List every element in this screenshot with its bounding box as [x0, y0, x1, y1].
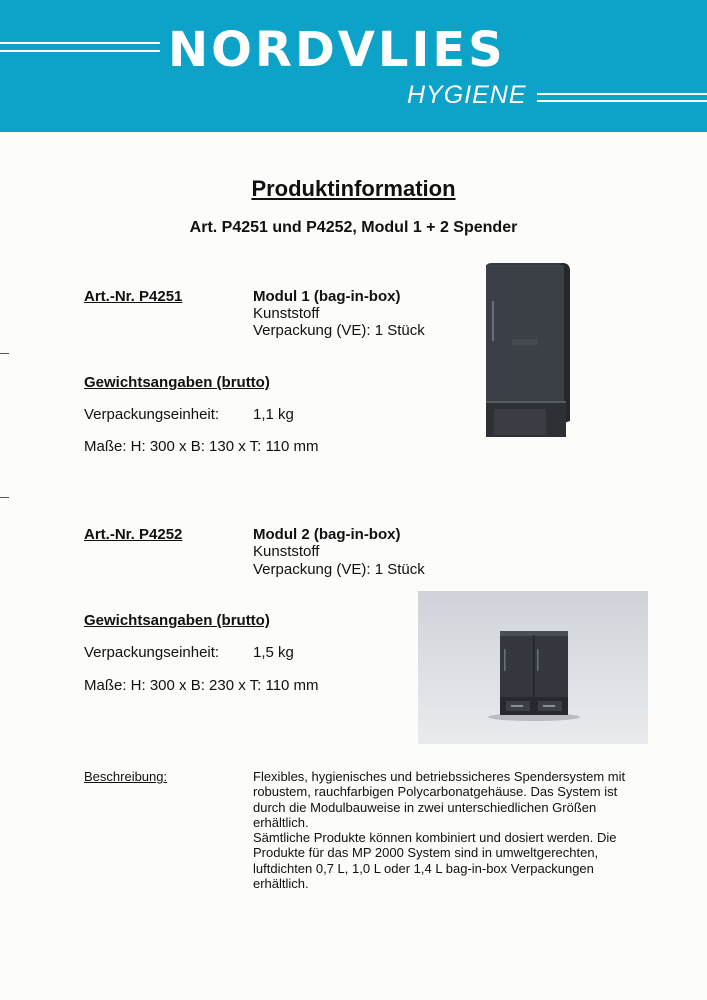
- page-title: Produktinformation: [251, 176, 456, 201]
- product-2-image: [418, 591, 648, 744]
- logo-rule-right-bottom: [537, 100, 707, 102]
- product-2-material: Kunststoff: [253, 543, 320, 560]
- logo-rule-left-top: [0, 42, 160, 44]
- product-2-unit-label: Verpackungseinheit:: [84, 644, 220, 661]
- product-1-weight-heading: Gewichtsangaben (brutto): [84, 374, 270, 391]
- product-1-dimensions: Maße: H: 300 x B: 130 x T: 110 mm: [84, 438, 319, 455]
- product-1-packaging: Verpackung (VE): 1 Stück: [253, 322, 425, 339]
- description-text: [253, 769, 633, 891]
- product-2-name: Modul 2 (bag-in-box): [253, 526, 401, 543]
- logo-rule-right-top: [537, 93, 707, 95]
- logo-rule-left-bottom: [0, 50, 160, 52]
- product-2-dimensions: Maße: H: 300 x B: 230 x T: 110 mm: [84, 677, 319, 694]
- margin-tick: [0, 353, 9, 354]
- product-1-image: [468, 261, 578, 439]
- description-paragraph-1: Flexibles, hygienisches und betriebssicheres Spendersystem mit robustem, rauchfarbigen Polycarbonatgehäuse. Das System ist durch die Modulbauweise in zwei unterschiedlichen Größen erhältlich.: [253, 769, 626, 830]
- description-label: Beschreibung:: [84, 769, 168, 784]
- page-subtitle: Art. P4251 und P4252, Modul 1 + 2 Spender: [189, 219, 518, 236]
- product-1-material: Kunststoff: [253, 305, 320, 322]
- brand-sub-text: HYGIENE: [407, 81, 527, 109]
- product-2-packaging: Verpackung (VE): 1 Stück: [253, 561, 425, 578]
- product-2-unit-value: 1,5 kg: [253, 644, 294, 661]
- product-1-art-number: Art.-Nr. P4251: [84, 288, 183, 305]
- product-2-weight-heading: Gewichtsangaben (brutto): [84, 612, 270, 629]
- product-1-name: Modul 1 (bag-in-box): [253, 288, 401, 305]
- header-banner: [0, 0, 707, 132]
- margin-tick: [0, 497, 9, 498]
- product-1-unit-value: 1,1 kg: [253, 406, 294, 423]
- description-paragraph-2: Sämtliche Produkte können kombiniert und dosiert werden. Die Produkte für das MP 2000 System sind in umweltgerechten, luftdichten 0,7 L, 1,0 L oder 1,4 L bag-in-box Verpackungen erhältlich.: [253, 830, 617, 892]
- brand-logo-text: NORDVLIES: [168, 22, 506, 78]
- product-1-unit-label: Verpackungseinheit:: [84, 406, 220, 423]
- product-2-art-number: Art.-Nr. P4252: [84, 526, 183, 543]
